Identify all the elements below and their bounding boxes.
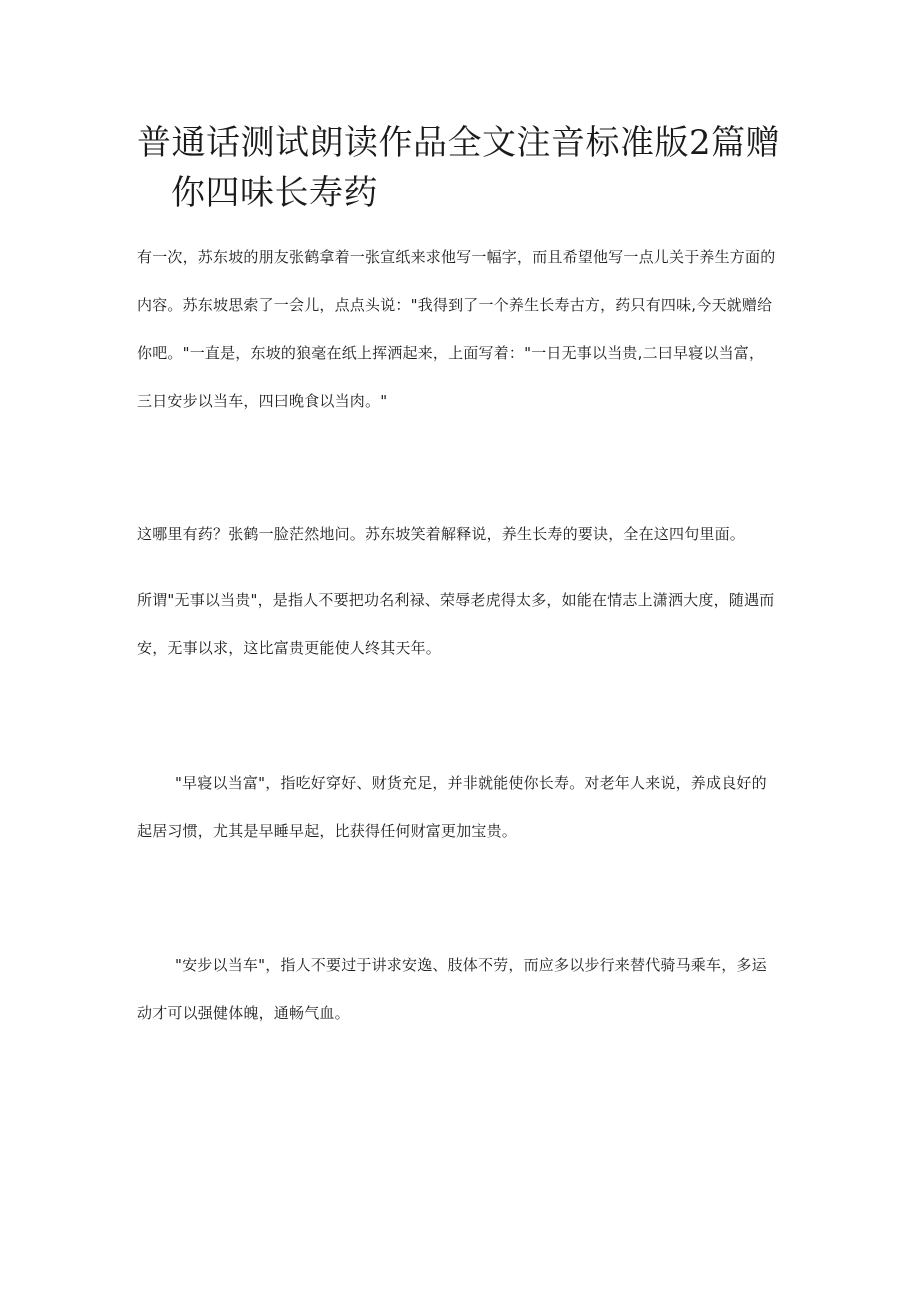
paragraph-5 bbox=[137, 941, 787, 1037]
paragraph-line: 有一次，苏东坡的朋友张鹤拿着一张宣纸来求他写一幅字，而且希望他写一点儿关于养生方面的 bbox=[137, 248, 776, 266]
paragraph-line: 起居习惯，尤其是早睡早起，比获得任何财富更加宝贵。 bbox=[137, 822, 518, 840]
paragraph-line: 动才可以强健体魄，通畅气血。 bbox=[137, 1004, 350, 1022]
document-title bbox=[137, 118, 797, 218]
paragraph-line: 所谓"无事以当贵"，是指人不要把功名利禄、荣辱老虎得太多，如能在情志上潇洒大度，随遇而 bbox=[137, 591, 775, 609]
paragraph-line: 安，无事以求，这比富贵更能使人终其天年。 bbox=[137, 639, 442, 657]
title-line-2: 你四味长寿药 bbox=[171, 173, 378, 213]
paragraph-line: 你吧。"一直是，东坡的狼毫在纸上挥洒起来，上面写着："一日无事以当贵,二曰早寝以当富， bbox=[137, 344, 765, 362]
paragraph-line: "早寝以当富"，指吃好穿好、财货充足，并非就能使你长寿。对老年人来说，养成良好的 bbox=[175, 774, 767, 792]
paragraph-2 bbox=[137, 510, 787, 558]
paragraph-line: 三日安步以当车，四曰晚食以当肉。" bbox=[137, 392, 388, 410]
paragraph-4 bbox=[137, 759, 787, 855]
paragraph-line: 内容。苏东坡思索了一会儿，点点头说："我得到了一个养生长寿古方，药只有四味,今天就赠给 bbox=[137, 296, 773, 314]
paragraph-line: "安步以当车"，指人不要过于讲求安逸、肢体不劳，而应多以步行来替代骑马乘车，多运 bbox=[175, 956, 767, 974]
title-line-1: 普通话测试朗读作品全文注音标准版2篇赠 bbox=[137, 123, 781, 163]
paragraph-1 bbox=[137, 233, 787, 425]
paragraph-3 bbox=[137, 576, 787, 672]
paragraph-line: 这哪里有药？张鹤一脸茫然地问。苏东坡笑着解释说，养生长寿的要诀，全在这四句里面。 bbox=[137, 525, 746, 543]
